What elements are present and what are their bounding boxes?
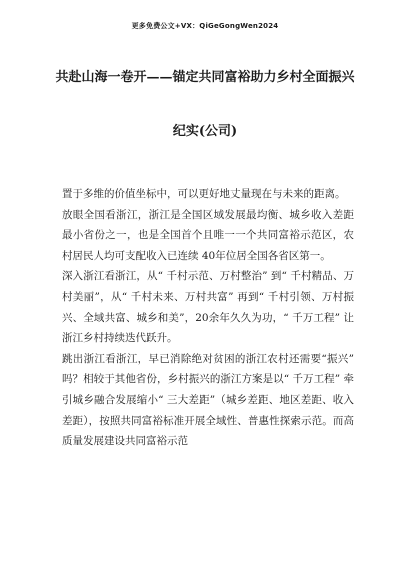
paragraph: 深入浙江看浙江，从“ 千村示范、万村整治” 到“ 千村精品、万村美丽”，从“ 千村未来、万村共富” 再到“ 千村引领、万村振兴、全域共富、城乡和美”，20余年久久为功，“ 千万工程” 让浙江乡村持续迭代跃升。 bbox=[62, 270, 354, 345]
paragraph: 置于多维的价值坐标中，可以更好地丈量现在与未来的距离。 bbox=[62, 188, 346, 200]
document-subtitle: 纪实(公司) bbox=[172, 124, 238, 139]
paragraph: 跳出浙江看浙江，早已消除绝对贫困的浙江农村还需要“振兴” 吗？相较于其他省份，乡村振兴的浙江方案是以“ 千万工程” 牵引城乡融合发展缩小“ 三大差距”（城乡差距、地区差距、收入差距），按照共同富裕标准开展全域性、普惠性探索示范。而高质量发展建设共同富裕示范 bbox=[62, 352, 354, 448]
paragraph: 放眼全国看浙江，浙江是全国区域发展最均衡、城乡收入差距最小省份之一，也是全国首个且唯一一个共同富裕示范区，农村居民人均可支配收入已连续 40年位居全国各省区第一。 bbox=[62, 208, 354, 262]
document-body bbox=[62, 184, 354, 452]
header-note: 更多免费公文+VX：QiGeGongWen2024 bbox=[131, 22, 279, 30]
document-title: 共赴山海一卷开——锚定共同富裕助力乡村全面振兴 bbox=[55, 70, 355, 85]
